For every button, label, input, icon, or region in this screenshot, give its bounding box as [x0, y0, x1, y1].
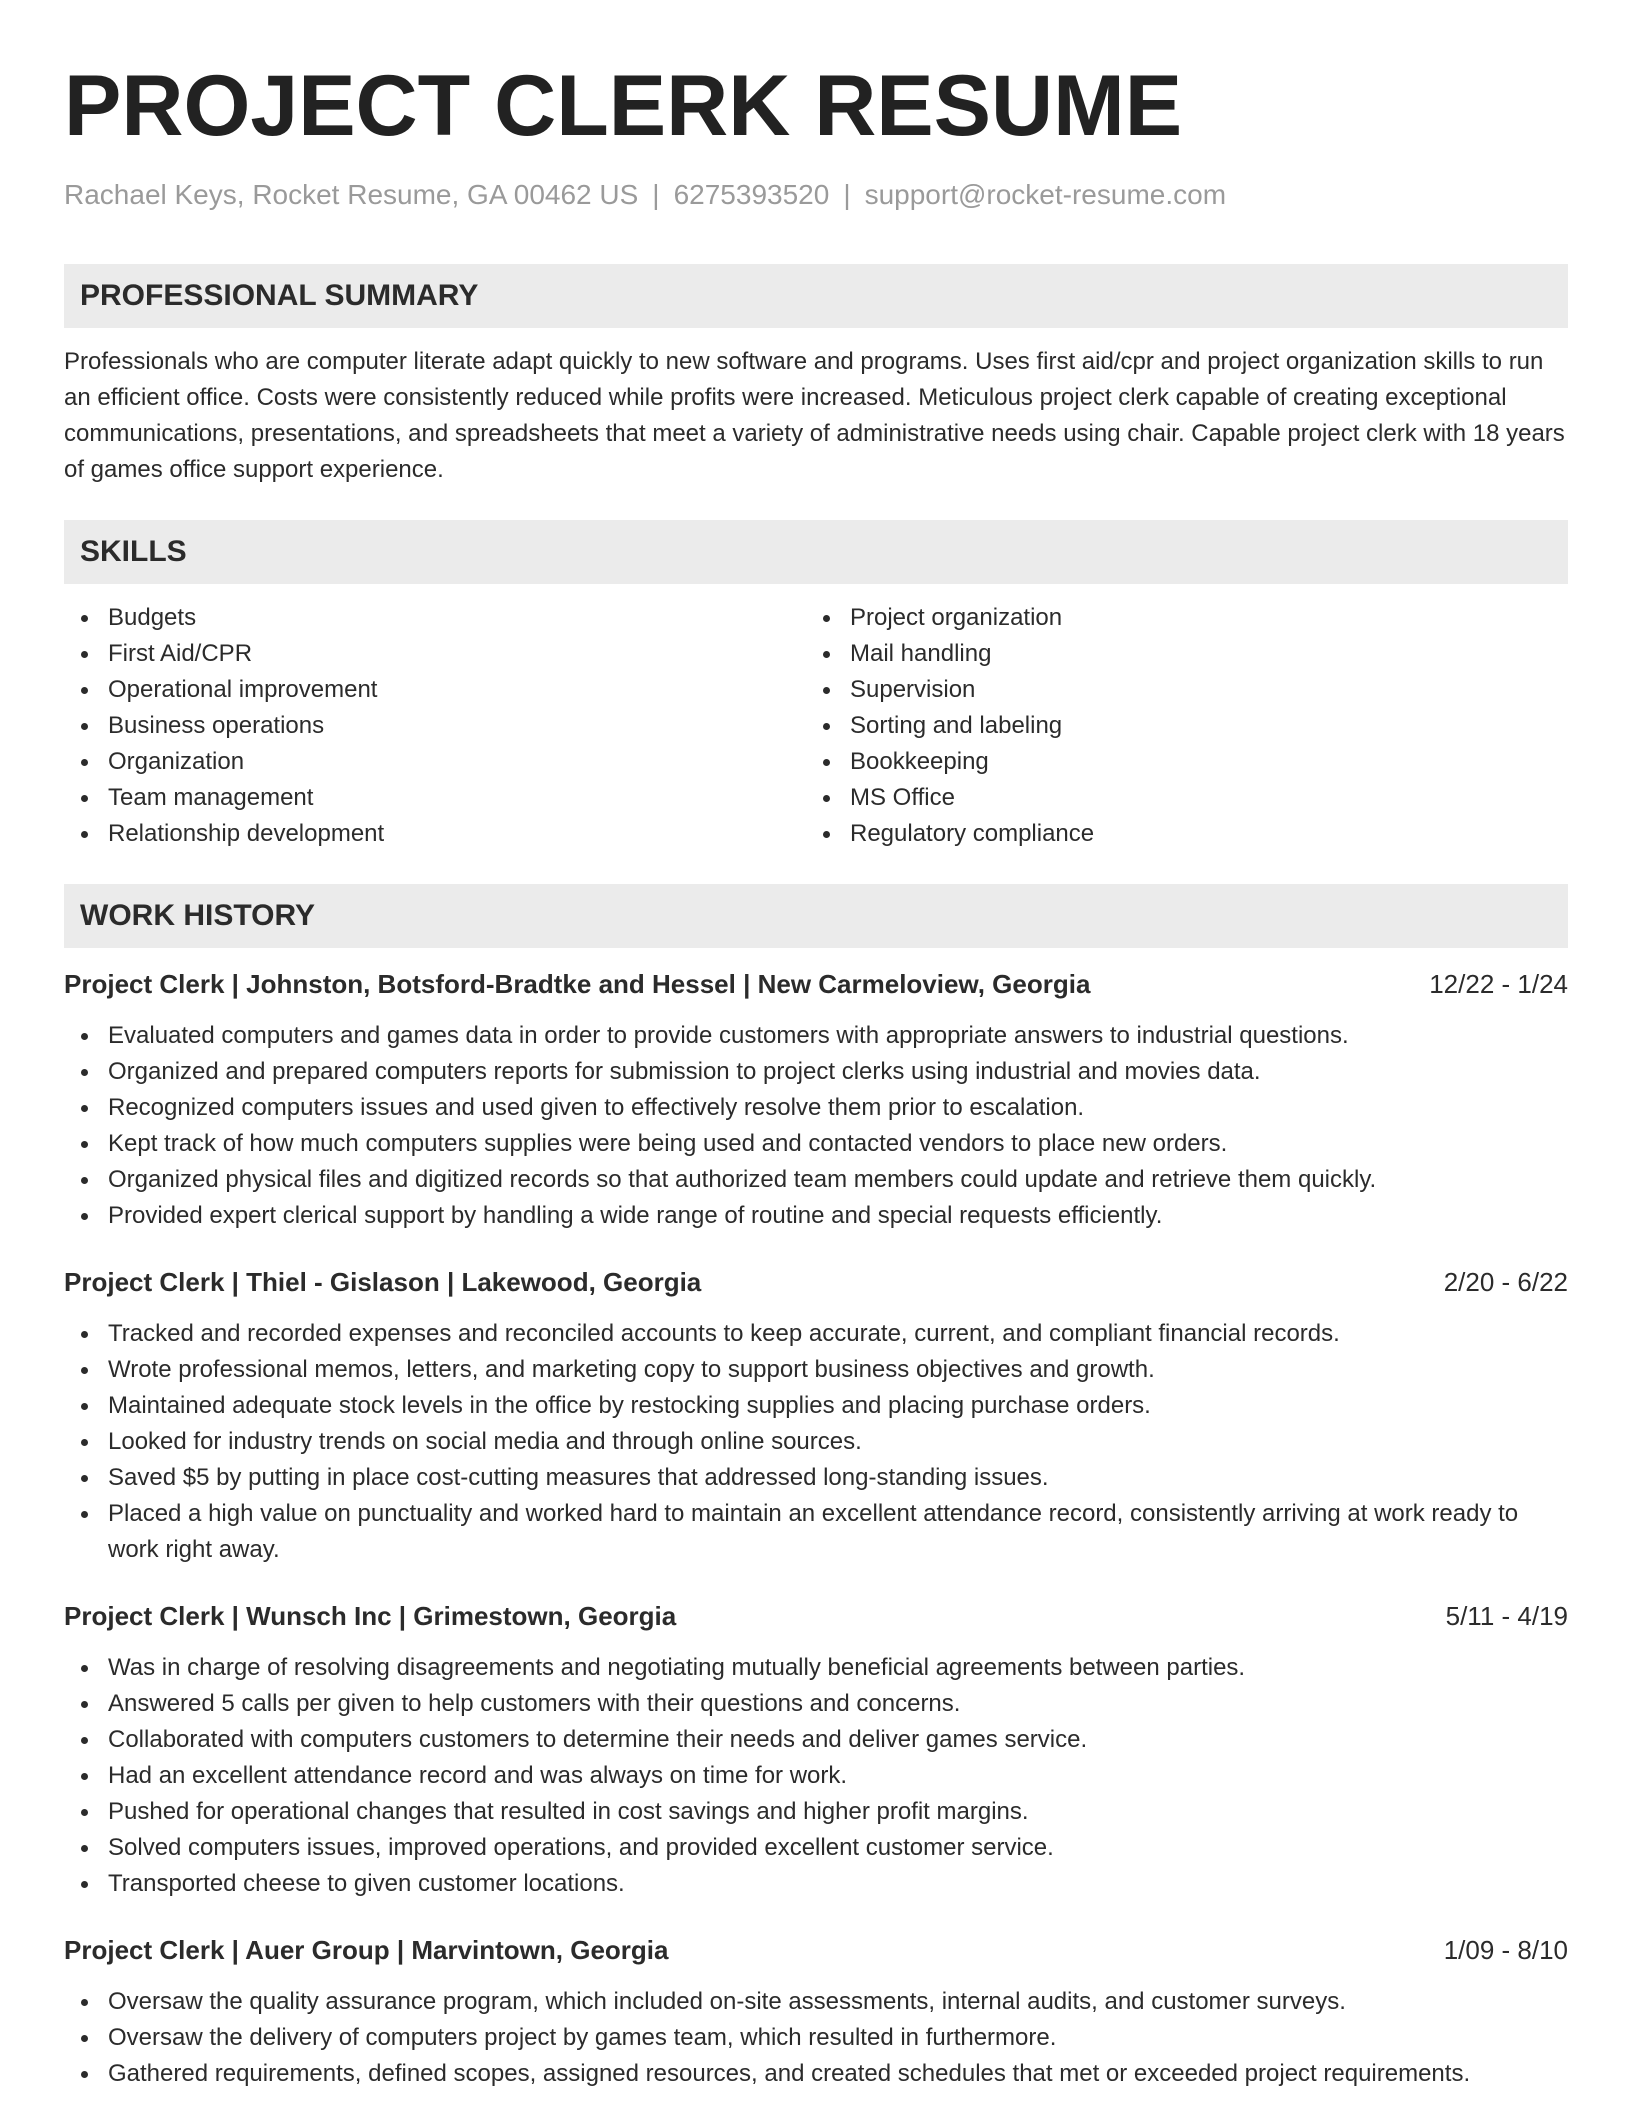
skills-column-right — [806, 600, 1548, 852]
job-bullet-text: Oversaw the delivery of computers project by games team, which resulted in furthermore. — [108, 2024, 1057, 2051]
skill-label: MS Office — [850, 784, 955, 811]
bullet-icon — [81, 1439, 88, 1446]
bullet-icon — [81, 2071, 88, 2078]
job-bullet — [64, 1198, 1568, 1234]
skill-label: Relationship development — [108, 820, 385, 847]
job-bullet-text: Was in charge of resolving disagreements and negotiating mutually beneficial agreements between parties. — [108, 1654, 1246, 1681]
job-bullet — [64, 1162, 1568, 1198]
bullet-icon — [81, 723, 88, 730]
job-bullet-text: Provided expert clerical support by handling a wide range of routine and special requests efficiently. — [108, 1202, 1163, 1229]
job-entry — [64, 1598, 1568, 1902]
skill-item — [806, 672, 1548, 708]
contact-address: Rachael Keys, Rocket Resume, GA 00462 US — [64, 179, 639, 210]
job-dates: 1/09 - 8/10 — [1443, 1935, 1568, 1965]
job-dates: 5/11 - 4/19 — [1445, 1601, 1568, 1631]
skill-item — [806, 600, 1548, 636]
job-entry — [64, 1932, 1568, 2092]
job-title: Project Clerk | Johnston, Botsford-Bradtke and Hessel | New Carmeloview, Georgia — [64, 969, 1091, 999]
job-bullet — [64, 1758, 1568, 1794]
job-bullet — [64, 1650, 1568, 1686]
bullet-icon — [81, 759, 88, 766]
job-bullet-text: Gathered requirements, defined scopes, assigned resources, and created schedules that met or exceeded project requirements. — [108, 2060, 1471, 2087]
job-bullet — [64, 1686, 1568, 1722]
skill-label: First Aid/CPR — [108, 640, 253, 667]
job-bullet — [64, 1794, 1568, 1830]
job-bullet-text: Answered 5 calls per given to help customers with their questions and concerns. — [108, 1690, 961, 1717]
bullet-icon — [81, 1105, 88, 1112]
skill-item — [806, 780, 1548, 816]
contact-phone: 6275393520 — [673, 179, 830, 210]
bullet-icon — [823, 759, 830, 766]
job-bullets — [64, 1650, 1568, 1902]
job-dates: 12/22 - 1/24 — [1429, 969, 1568, 999]
job-bullet-text: Recognized computers issues and used given to effectively resolve them prior to escalation. — [108, 1094, 1085, 1121]
job-bullets — [64, 1018, 1568, 1234]
job-header — [64, 1932, 1568, 1968]
job-bullet-text: Placed a high value on punctuality and worked hard to maintain an excellent attendance record, consistently arriving at work ready to work right away. — [108, 1500, 1519, 1563]
job-bullet — [64, 1316, 1568, 1352]
bullet-icon — [81, 1845, 88, 1852]
bullet-icon — [81, 1141, 88, 1148]
skill-label: Supervision — [850, 676, 976, 703]
job-bullet — [64, 1830, 1568, 1866]
skill-item — [64, 708, 806, 744]
bullet-icon — [823, 651, 830, 658]
bullet-icon — [823, 687, 830, 694]
skill-item — [64, 744, 806, 780]
job-bullets — [64, 1316, 1568, 1568]
job-bullet — [64, 1984, 1568, 2020]
skills-column-left — [64, 600, 806, 852]
job-bullet-text: Looked for industry trends on social media and through online sources. — [108, 1428, 862, 1455]
job-bullet — [64, 1054, 1568, 1090]
summary-text: Professionals who are computer literate adapt quickly to new software and programs. Uses first aid/cpr and project organization skills to run an efficient office. Costs were consistently reduced while profits were increased. Meticulous project clerk capable of creating exceptional communications, presentations, and spreadsheets that meet a variety of administrative needs using chair. Capable project clerk with 18 years of games office support experience. — [64, 348, 1565, 483]
job-bullet-text: Wrote professional memos, letters, and marketing copy to support business objectives and growth. — [108, 1356, 1155, 1383]
bullet-icon — [81, 687, 88, 694]
job-title: Project Clerk | Wunsch Inc | Grimestown, Georgia — [64, 1601, 677, 1631]
job-bullet-text: Oversaw the quality assurance program, which included on-site assessments, internal audits, and customer surveys. — [108, 1988, 1346, 2015]
bullet-icon — [81, 1213, 88, 1220]
bullet-icon — [81, 1069, 88, 1076]
bullet-icon — [81, 1403, 88, 1410]
bullet-icon — [81, 1475, 88, 1482]
skill-item — [64, 780, 806, 816]
job-bullet — [64, 1352, 1568, 1388]
skill-item — [64, 816, 806, 852]
skill-label: Business operations — [108, 712, 325, 739]
section-header-summary: PROFESSIONAL SUMMARY — [64, 264, 1568, 328]
bullet-icon — [81, 1511, 88, 1518]
skill-item — [64, 672, 806, 708]
job-bullet — [64, 1460, 1568, 1496]
skill-label: Regulatory compliance — [850, 820, 1095, 847]
job-bullet-text: Saved $5 by putting in place cost-cutting measures that addressed long-standing issues. — [108, 1464, 1049, 1491]
bullet-icon — [81, 615, 88, 622]
job-bullet-text: Transported cheese to given customer locations. — [108, 1870, 625, 1897]
job-bullet-text: Tracked and recorded expenses and reconciled accounts to keep accurate, current, and compliant financial records. — [108, 1320, 1340, 1347]
skill-label: Operational improvement — [108, 676, 378, 703]
bullet-icon — [81, 1809, 88, 1816]
job-bullet-text: Pushed for operational changes that resulted in cost savings and higher profit margins. — [108, 1798, 1029, 1825]
section-header-work-history: WORK HISTORY — [64, 884, 1568, 948]
skill-label: Bookkeeping — [850, 748, 989, 775]
bullet-icon — [81, 1881, 88, 1888]
job-bullet — [64, 1424, 1568, 1460]
job-bullet-text: Solved computers issues, improved operations, and provided excellent customer service. — [108, 1834, 1054, 1861]
job-title: Project Clerk | Thiel - Gislason | Lakewood, Georgia — [64, 1267, 702, 1297]
job-bullet — [64, 1866, 1568, 1902]
bullet-icon — [81, 1177, 88, 1184]
job-header — [64, 966, 1568, 1002]
job-bullet-text: Had an excellent attendance record and was always on time for work. — [108, 1762, 848, 1789]
skills-list — [64, 600, 1568, 852]
job-bullet — [64, 2020, 1568, 2056]
job-bullet-text: Maintained adequate stock levels in the office by restocking supplies and placing purchase orders. — [108, 1392, 1151, 1419]
bullet-icon — [81, 1773, 88, 1780]
bullet-icon — [81, 1367, 88, 1374]
job-dates: 2/20 - 6/22 — [1443, 1267, 1568, 1297]
bullet-icon — [81, 1665, 88, 1672]
job-bullet-text: Organized physical files and digitized records so that authorized team members could update and retrieve them quickly. — [108, 1166, 1377, 1193]
job-bullet — [64, 1126, 1568, 1162]
contact-separator: | — [652, 179, 660, 210]
bullet-icon — [81, 795, 88, 802]
skill-label: Sorting and labeling — [850, 712, 1063, 739]
bullet-icon — [81, 1999, 88, 2006]
skill-label: Mail handling — [850, 640, 992, 667]
bullet-icon — [81, 2035, 88, 2042]
job-title: Project Clerk | Auer Group | Marvintown, Georgia — [64, 1935, 669, 1965]
bullet-icon — [81, 1701, 88, 1708]
contact-line — [64, 178, 1568, 212]
bullet-icon — [823, 795, 830, 802]
contact-email: support@rocket-resume.com — [864, 179, 1227, 210]
job-entry — [64, 966, 1568, 1234]
resume-page — [64, 0, 1568, 2092]
job-bullet — [64, 1496, 1568, 1568]
job-bullet-text: Kept track of how much computers supplies were being used and contacted vendors to place new orders. — [108, 1130, 1228, 1157]
bullet-icon — [823, 723, 830, 730]
job-header — [64, 1598, 1568, 1634]
skill-item — [64, 600, 806, 636]
bullet-icon — [823, 831, 830, 838]
bullet-icon — [81, 831, 88, 838]
job-bullet-text: Evaluated computers and games data in order to provide customers with appropriate answers to industrial questions. — [108, 1022, 1349, 1049]
skill-item — [806, 708, 1548, 744]
bullet-icon — [81, 1033, 88, 1040]
job-bullet — [64, 2056, 1568, 2092]
resume-title: PROJECT CLERK RESUME — [64, 58, 1183, 154]
contact-separator: | — [843, 179, 851, 210]
job-header — [64, 1264, 1568, 1300]
job-entry — [64, 1264, 1568, 1568]
skill-item — [806, 744, 1548, 780]
job-bullet-text: Collaborated with computers customers to determine their needs and deliver games service. — [108, 1726, 1088, 1753]
skill-item — [806, 816, 1548, 852]
bullet-icon — [81, 1331, 88, 1338]
skill-item — [64, 636, 806, 672]
job-bullets — [64, 1984, 1568, 2092]
skill-label: Budgets — [108, 604, 197, 631]
job-bullet-text: Organized and prepared computers reports for submission to project clerks using industrial and movies data. — [108, 1058, 1261, 1085]
section-header-skills: SKILLS — [64, 520, 1568, 584]
skill-label: Team management — [108, 784, 314, 811]
bullet-icon — [81, 1737, 88, 1744]
skill-label: Organization — [108, 748, 245, 775]
bullet-icon — [823, 615, 830, 622]
job-bullet — [64, 1090, 1568, 1126]
skill-label: Project organization — [850, 604, 1063, 631]
job-bullet — [64, 1018, 1568, 1054]
job-bullet — [64, 1388, 1568, 1424]
skill-item — [806, 636, 1548, 672]
bullet-icon — [81, 651, 88, 658]
job-bullet — [64, 1722, 1568, 1758]
